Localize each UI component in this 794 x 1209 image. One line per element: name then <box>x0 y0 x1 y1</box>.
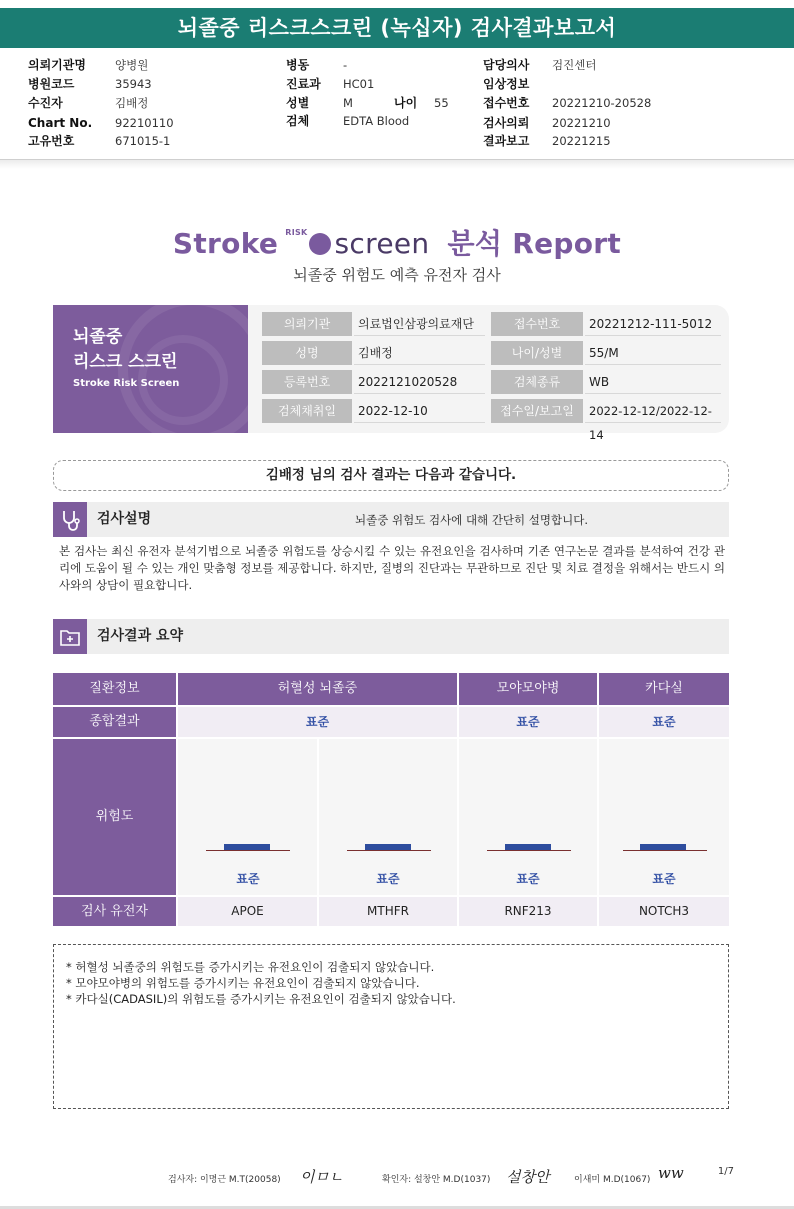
info-title-line2: 리스크 스크린 <box>73 352 178 372</box>
chart-label: Chart No. <box>28 116 93 130</box>
clinical-label: 임상정보 <box>483 77 530 91</box>
ward-value: - <box>343 58 348 72</box>
info-title-en: Stroke Risk Screen <box>73 378 180 389</box>
info-key: 등록번호 <box>262 370 352 394</box>
confirmer-signature: 설창안 <box>506 1168 550 1186</box>
gene-label: 검사 유전자 <box>53 897 176 926</box>
report-date-label: 결과보고 <box>483 134 530 148</box>
risk-cell <box>319 739 457 895</box>
recipient-value: 김배정 <box>115 96 149 110</box>
age-value: 55 <box>434 96 449 110</box>
overall-result: 표준 <box>178 707 457 737</box>
info-key: 의뢰기관 <box>262 312 352 336</box>
comment-line: * 카다실(CADASIL)의 위험도를 증가시키는 유전요인이 검출되지 않았습니다. <box>66 992 456 1006</box>
info-value: WB <box>585 370 721 394</box>
unique-label: 고유번호 <box>28 134 75 148</box>
examiner-signature: 이ㅁㄴ <box>300 1168 344 1186</box>
medical-folder-icon <box>53 619 87 654</box>
info-key: 접수번호 <box>491 312 583 336</box>
overall-result: 표준 <box>599 707 729 737</box>
receipt-value: 20221210-20528 <box>552 96 652 110</box>
result-notice: 김배정 님의 검사 결과는 다음과 같습니다. <box>53 460 729 491</box>
gene-name: MTHFR <box>319 897 457 926</box>
info-value: 의료법인삼광의료재단 <box>354 312 485 336</box>
receipt-label: 접수번호 <box>483 96 530 110</box>
dept-label: 진료과 <box>286 77 321 91</box>
disease-header-label: 질환정보 <box>53 673 176 705</box>
brand-stroke: Stroke <box>172 227 279 260</box>
doctor-label: 담당의사 <box>483 58 530 72</box>
info-key: 나이/성별 <box>491 341 583 365</box>
description-text: 본 검사는 최신 유전자 분석기법으로 뇌졸중 위험도를 상승시킬 수 있는 유전요인을 검사하며 기존 연구논문 결과를 분석하여 건강 관리에 도움이 될 수 있는 개인 맞춤형 정보를 제공합니다. 하지만, 질병의 진단과는 무관하므로 진단 및 치료 결정을 위해서는 반드시 의사와의 상담이 필요합니다. <box>59 544 725 592</box>
disease-header: 모야모야병 <box>459 673 597 705</box>
sex-label: 성별 <box>286 96 310 110</box>
risk-baseline <box>347 850 431 851</box>
risk-cell <box>459 739 597 895</box>
comment-line: * 허혈성 뇌졸중의 위험도를 증가시키는 유전요인이 검출되지 않았습니다. <box>66 960 435 974</box>
ward-label: 병동 <box>286 58 310 72</box>
meta-divider <box>0 159 794 169</box>
brand-report: 분석 Report <box>447 227 622 260</box>
report-date-value: 20221215 <box>552 134 611 148</box>
page-number: 1/7 <box>717 1166 734 1177</box>
disease-header: 카다실 <box>599 673 729 705</box>
brand-mark-icon <box>309 233 331 255</box>
request-label: 검사의뢰 <box>483 116 530 130</box>
info-value: 55/M <box>585 341 721 365</box>
recipient-label: 수진자 <box>28 96 63 110</box>
section-subtitle: 뇌졸중 위험도 검사에 대해 간단히 설명합니다. <box>355 513 589 527</box>
info-key: 접수일/보고일 <box>491 399 583 423</box>
info-title-line1: 뇌졸중 <box>73 327 123 347</box>
patient-meta <box>0 52 794 160</box>
overall-result: 표준 <box>459 707 597 737</box>
specimen-value: EDTA Blood <box>343 114 410 128</box>
gene-name: NOTCH3 <box>599 897 729 926</box>
confirmer: 확인자: 설창안 M.D(1037) <box>382 1175 491 1185</box>
hospital-label: 의뢰기관명 <box>28 58 86 72</box>
risk-cell <box>599 739 729 895</box>
info-value: 2022-12-10 <box>354 399 485 423</box>
disease-header: 허혈성 뇌졸중 <box>178 673 457 705</box>
report-title: 뇌졸중 리스크스크린 (녹십자) 검사결과보고서 <box>0 8 794 48</box>
result-comments <box>53 944 729 1109</box>
risk-bar <box>365 844 411 850</box>
specimen-label: 검체 <box>286 114 310 128</box>
brand-screen: screen <box>334 227 430 260</box>
section-title: 검사결과 요약 <box>97 628 184 644</box>
gene-name: APOE <box>178 897 317 926</box>
age-label: 나이 <box>394 96 418 110</box>
risk-result: 표준 <box>376 872 400 886</box>
hospital-code-label: 병원코드 <box>28 77 75 91</box>
results-table <box>53 673 729 926</box>
risk-bar <box>505 844 551 850</box>
hospital-code-value: 35943 <box>115 77 152 91</box>
info-value: 2022-12-12/2022-12-14 <box>585 399 721 423</box>
gene-name: RNF213 <box>459 897 597 926</box>
doctor2-signature: ww <box>658 1164 684 1182</box>
risk-baseline <box>623 850 707 851</box>
brand-risk: RISK <box>285 228 308 237</box>
doctor-value: 검진센터 <box>552 58 597 72</box>
info-value: 20221212-111-5012 <box>585 312 721 336</box>
sex-value: M <box>343 96 353 110</box>
risk-result: 표준 <box>652 872 676 886</box>
risk-cell <box>178 739 317 895</box>
patient-info-card <box>53 305 729 442</box>
risk-bar <box>640 844 686 850</box>
risk-baseline <box>206 850 290 851</box>
chart-value: 92210110 <box>115 116 174 130</box>
section-title: 검사설명 <box>97 511 152 527</box>
risk-result: 표준 <box>516 872 540 886</box>
risk-bar <box>224 844 270 850</box>
dept-value: HC01 <box>343 77 375 91</box>
stethoscope-icon <box>53 502 87 537</box>
hospital-value: 양병원 <box>115 58 149 72</box>
info-value: 2022121020528 <box>354 370 485 394</box>
info-key: 검체종류 <box>491 370 583 394</box>
unique-value: 671015-1 <box>115 134 171 148</box>
info-key: 검체채취일 <box>262 399 352 423</box>
overall-label: 종합결과 <box>53 707 176 737</box>
risk-baseline <box>487 850 571 851</box>
info-key: 성명 <box>262 341 352 365</box>
request-value: 20221210 <box>552 116 611 130</box>
section-header-description <box>53 502 729 537</box>
section-header-summary <box>53 619 729 654</box>
brand-logo <box>0 222 794 262</box>
examiner: 검사자: 이명근 M.T(20058) <box>168 1175 281 1185</box>
risk-result: 표준 <box>236 872 260 886</box>
info-card-title-panel <box>53 305 248 433</box>
comment-line: * 모야모야병의 위험도를 증가시키는 유전요인이 검출되지 않았습니다. <box>66 976 420 990</box>
brand-subtitle: 뇌졸중 위험도 예측 유전자 검사 <box>293 266 501 284</box>
info-value: 김배정 <box>354 341 485 365</box>
risk-label: 위험도 <box>53 739 176 895</box>
doctor2: 이새미 M.D(1067) <box>574 1175 651 1185</box>
